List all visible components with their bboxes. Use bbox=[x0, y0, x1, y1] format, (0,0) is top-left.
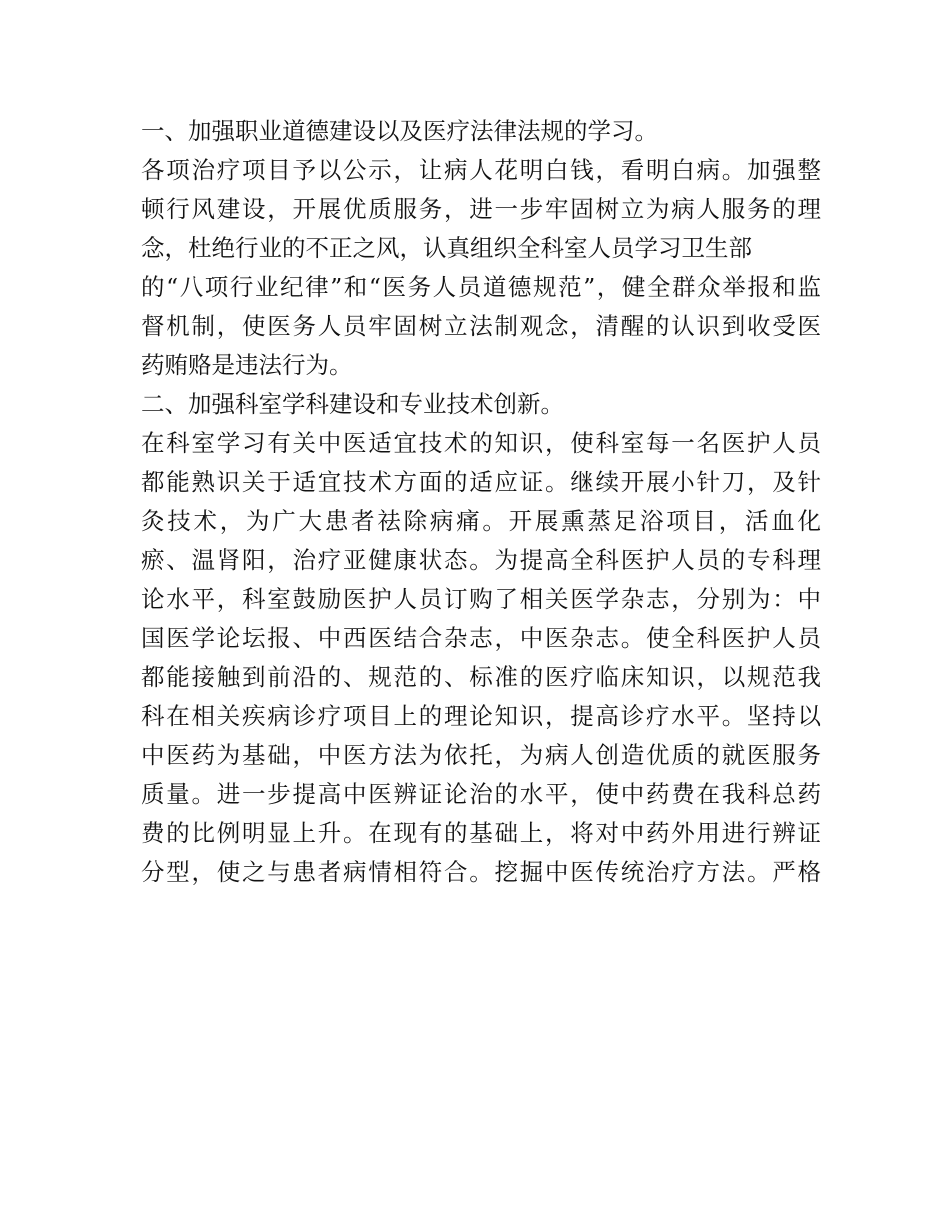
section-1-line: 督机制，使医务人员牢固树立法制观念，清醒的认识到收受医 bbox=[141, 312, 821, 340]
section-2-line: 在科室学习有关中医适宜技术的知识，使科室每一名医护人员 bbox=[141, 429, 821, 457]
section-1-line: 各项治疗项目予以公示，让病人花明白钱，看明白病。加强整 bbox=[141, 156, 821, 184]
document-body bbox=[141, 112, 821, 892]
section-2-line: 都能熟识关于适宜技术方面的适应证。继续开展小针刀，及针 bbox=[141, 468, 821, 496]
section-2-line: 瘀、温肾阳，治疗亚健康状态。为提高全科医护人员的专科理 bbox=[141, 546, 821, 574]
section-2-line: 国医学论坛报、中西医结合杂志，中医杂志。使全科医护人员 bbox=[141, 624, 821, 652]
section-2-line: 中医药为基础，中医方法为依托，为病人创造优质的就医服务 bbox=[141, 741, 821, 769]
section-2-line: 分型，使之与患者病情相符合。挖掘中医传统治疗方法。严格 bbox=[141, 858, 821, 886]
section-2-line: 质量。进一步提高中医辨证论治的水平，使中药费在我科总药 bbox=[141, 780, 821, 808]
section-2-line: 灸技术，为广大患者祛除病痛。开展熏蒸足浴项目，活血化 bbox=[141, 507, 821, 535]
section-1-heading: 一、加强职业道德建设以及医疗法律法规的学习。 bbox=[141, 117, 658, 145]
section-2-line: 科在相关疾病诊疗项目上的理论知识，提高诊疗水平。坚持以 bbox=[141, 702, 821, 730]
section-2-heading: 二、加强科室学科建设和专业技术创新。 bbox=[141, 390, 564, 418]
section-1-line: 的“八项行业纪律”和“医务人员道德规范”，健全群众举报和监 bbox=[141, 273, 821, 301]
section-1-line: 念，杜绝行业的不正之风，认真组织全科室人员学习卫生部 bbox=[141, 234, 752, 262]
section-1-line: 药贿赂是违法行为。 bbox=[141, 351, 353, 379]
section-1-line: 顿行风建设，开展优质服务，进一步牢固树立为病人服务的理 bbox=[141, 195, 821, 223]
section-2-line: 都能接触到前沿的、规范的、标准的医疗临床知识，以规范我 bbox=[141, 663, 821, 691]
section-2-line: 论水平，科室鼓励医护人员订购了相关医学杂志，分别为：中 bbox=[141, 585, 821, 613]
section-2-line: 费的比例明显上升。在现有的基础上，将对中药外用进行辨证 bbox=[141, 819, 821, 847]
